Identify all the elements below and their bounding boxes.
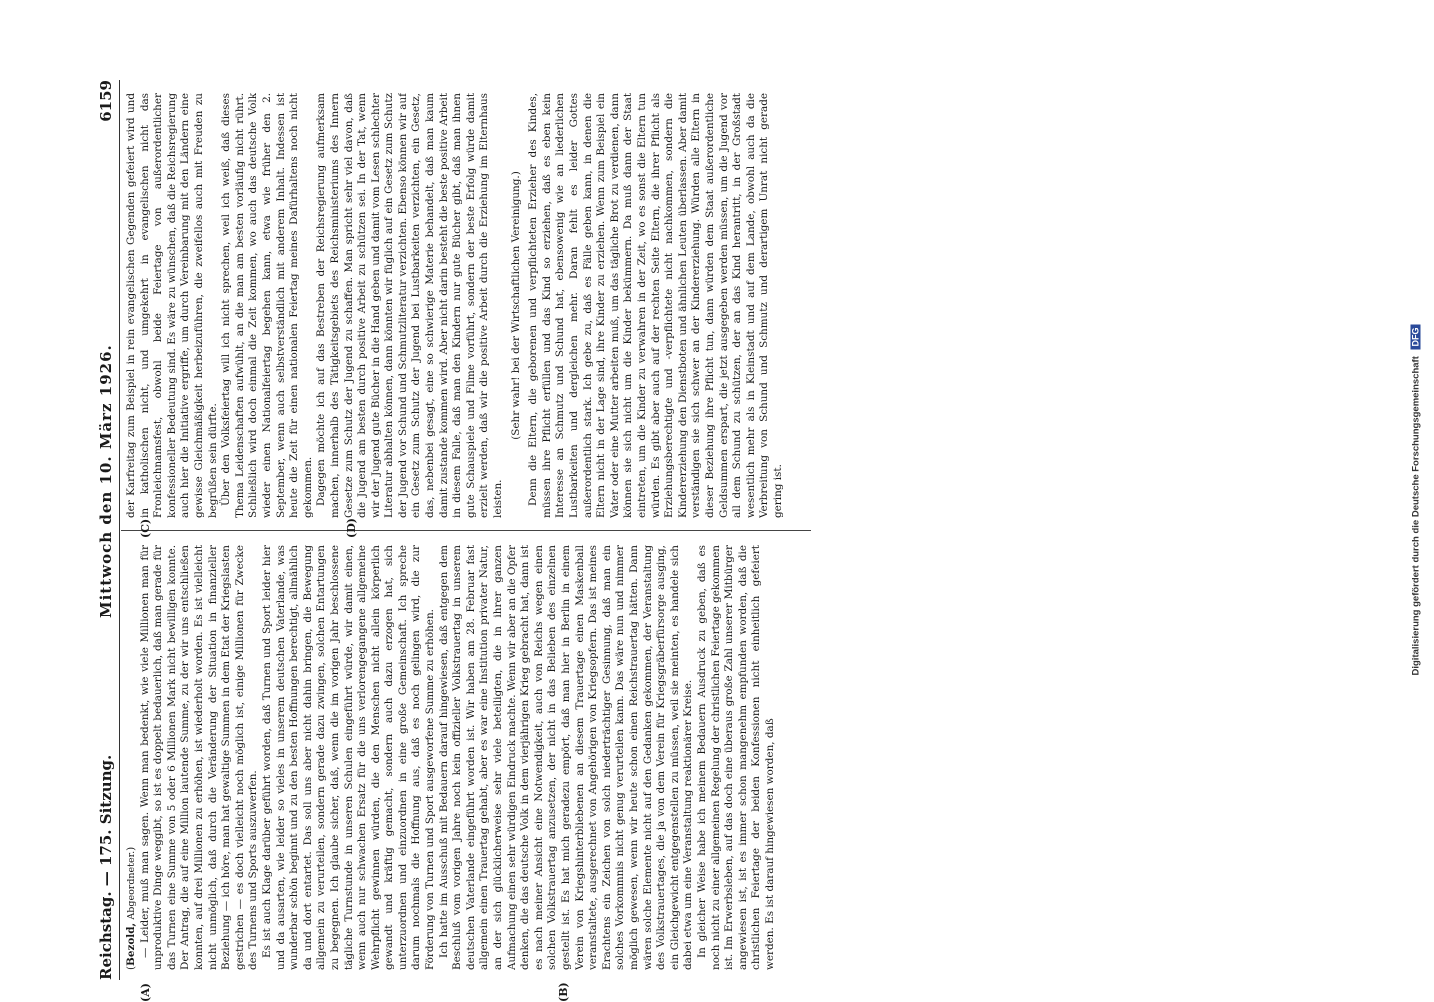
paragraph: der Karfreitag zum Beispiel in rein evangelischen Gegenden gefeiert wird und in katholischen nicht, und umgekehrt in evangelischen nicht das Fronleichnamsfest, obwohl beide Feiertage von außerordentlicher konfessioneller Bedeutung sind. Es wäre zu wünschen, daß die Reichsregierung auch hier die Initiative ergriffe, um durch Vereinbarung mit den Ländern eine gewisse Gleichmäßigkeit herbeizuführen, die zweifellos auch mit Freuden zu begrüßen sein dürfte. <box>125 93 219 518</box>
speaker-line: (Bezold, Abgeordneter.) <box>125 846 137 970</box>
header-left: Reichstag. — 175. Sitzung. <box>97 754 115 980</box>
right-column <box>125 93 815 518</box>
digitization-note <box>1411 325 1422 676</box>
margin-marker-c: (C) <box>139 518 152 538</box>
header-rule <box>119 80 120 980</box>
column-divider <box>121 530 811 531</box>
margin-marker-b: (B) <box>557 982 570 1002</box>
page-number: 6159 <box>97 80 115 122</box>
rotated-page <box>95 80 815 1002</box>
paragraph: In gleicher Weise habe ich meinem Bedauern Ausdruck zu geben, daß es noch nicht zu einer allgemeinen Regelung der christlichen Feiertage gekommen ist. Im Erwerbsleben, auf das doch eine überaus große Zahl unserer Mitbürger angewiesen ist, ist es immer schon mangenehm empfunden worden, daß die christlichen Feiertage der beiden Konfessionen nicht einheitlich gefeiert werden. Es ist darauf hingewiesen worden, daß <box>695 545 776 970</box>
paragraph: Denn die Eltern, die geborenen und verpflichteten Erzieher des Kindes, müssen ihre Pflicht erfüllen und das Kind so erziehen, daß es eben kein Interesse an Schmutz und Schund hat, ebensowenig wie an liederlichen Lustbarkeiten und dergleichen mehr. Daran fehlt es leider Gottes außerordentlich stark. Ich gebe zu, daß es Fälle geben kann, in denen die Eltern nicht in der Lage sind, ihre Kinder zu erziehen. Wenn zum Beispiel ein Vater oder eine Mutter arbeiten muß, um das tägliche Brot zu verdienen, dann können sie sich nicht um die Kinder bekümmern. Da muß dann der Staat eintreten, um die Kinder zu verwahren in der Zeit, wo es sonst die Eltern tun würden. Es gibt aber auch auf der rechten Seite Eltern, die ihrer Pflicht als Erziehungsberechtigte und -verpflichtete nicht nachkommen, sondern die Kindererziehung den Dienstboten und ähnlichen Leuten überlassen. Aber damit verständigen sie sich schwer an der Kindererziehung. Würden alle Eltern in dieser Beziehung ihre Pflicht tun, dann würden dem Staat außerordentliche Geldsummen erspart, die jetzt ausgegeben werden müssen, um die Jugend vor all dem Schund zu schützen, der an das Kind herantritt, in der Großstadt wesentlich mehr als in Kleinstadt und auf dem Lande, obwohl auch da die Verbreitung von Schund und Schmutz und derartigem Unrat nicht gerade gering ist. <box>527 93 784 518</box>
digitization-text: Digitalisierung gefördert durch die Deutsche Forschungsgemeinschaft <box>1410 356 1422 676</box>
speaker-role: Abgeordneter. <box>126 850 137 920</box>
paragraph: Über den Volksfeiertag will ich nicht sprechen, weil ich weiß, daß dieses Thema Leidenschaften aufwühlt, an die man am besten vorläufig nicht rührt. Schließlich wird doch einmal die Zeit kommen, wo auch das deutsche Volk wieder einen Nationalfeiertag begehen kann, etwa wie früher den 2. September, wenn auch selbstverständlich mit anderem Inhalt. Indessen ist heute die Zeit für einen nationalen Feiertag meines Dafürhaltens noch nicht gekommen. <box>220 93 314 518</box>
paragraph: — Leider, muß man sagen. Wenn man bedenkt, wie viele Millionen man für unproduktive Dinge weggibt, so ist es doppelt bedauerlich, daß man gerade für das Turnen eine Summe von 5 oder 6 Millionen Mark nicht bewilligen konnte. Der Antrag, die auf eine Million lautende Summe, zu der wir uns entschließen konnten, auf drei Millionen zu erhöhen, ist wiederholt worden. Es ist vielleicht nicht unmöglich, daß durch die Veränderung der Situation in finanzieller Beziehung — ich höre, man hat gewaltige Summen in dem Etat der Kriegslasten gestrichen — es doch vielleicht noch möglich ist, einige Millionen für Zwecke des Turnens und Sports auszuwerfen. <box>138 545 260 970</box>
paragraph: Dagegen möchte ich auf das Bestreben der Reichsregierung aufmerksam machen, innerhalb des Tätigkeitsgebiets des Reichsministeriums des Innern Gesetze zum Schutz der Jugend zu schaffen. Man spricht sehr viel davon, daß die Jugend am besten durch positive Arbeit zu schützen sei. In der Tat, wenn wir der Jugend gute Bücher in die Hand geben und damit vom Lesen schlechter Literatur abhalten können, dann könnten wir füglich auf ein Gesetz zum Schutz der Jugend vor Schund und Schmutzliteratur verzichten. Ebenso können wir auf ein Gesetz zum Schutz der Jugend bei Lustbarkeiten verzichten, ein Gesetz, das, nebenbei gesagt, eine so schwierige Materie behandelt, daß man kaum damit zustande kommen wird. Aber nicht darin besteht die beste positive Arbeit in diesem Falle, daß man den Kindern nur gute Bücher gibt, daß man ihnen gute Schauspiele und Filme vorführt, sondern der beste Erfolg würde damit erzielt werden, daß wir die positive Arbeit durch die Erziehung im Elternhaus leisten. <box>315 93 505 518</box>
header-date: Mittwoch den 10. März 1926. <box>97 344 115 618</box>
left-column <box>125 545 815 970</box>
speaker-name: Bezold, <box>125 922 137 966</box>
dfg-logo: DFG <box>1411 325 1421 350</box>
margin-marker-a: (A) <box>139 983 152 1002</box>
page-header <box>95 80 119 980</box>
interjection: (Sehr wahr! bei der Wirtschaftlichen Vereinigung.) <box>509 171 522 440</box>
margin-marker-d: (D) <box>345 518 358 538</box>
paragraph: Ich hatte im Ausschuß mit Bedauern darauf hingewiesen, daß entgegen dem Beschluß vom vorigen Jahre noch kein offizieller Volkstrauertag in unserem deutschen Vaterlande eingeführt worden ist. Wir haben am 28. Februar fast allgemein einen Trauertag gehabt, aber es war eine Institution privater Natur, an der sich glücklicherweise sehr viele beteiligten, die in ihrer ganzen Aufmachung einen sehr würdigen Eindruck machte. Wenn wir aber an die Opfer denken, die das deutsche Volk in dem vierjährigen Krieg gebracht hat, dann ist es nach meiner Ansicht eine Notwendigkeit, auch von Reichs wegen einen solchen Volkstrauertag anzusetzen, der nicht in das Belieben des einzelnen gestellt ist. Es hat mich geradezu empört, daß man hier in Berlin in einem Verein von Kriegshinterbliebenen an diesem Trauertage einen Maskenball veranstaltete, ausgerechnet von Angehörigen von Kriegsopfern. Das ist meines Erachtens ein Zeichen von solch niederträchtiger Gesinnung, daß man ein solches Vorkommnis nicht genug verurteilen kann. Das wäre nun und nimmer möglich gewesen, wenn wir heute schon einen Reichstrauertag hätten. Dann wären solche Elemente nicht auf den Gedanken gekommen, der Veranstaltung des Volkstrauertages, die ja von dem Verein für Kriegsgräberfürsorge ausging, ein Gleichgewicht entgegenstellen zu müssen, weil sie meinten, es handele sich dabei etwa um eine Veranstaltung reaktionärer Kreise. <box>437 545 695 970</box>
paragraph: Es ist auch Klage darüber geführt worden, daß Turnen und Sport leider hier und da ausarten, wie leider so vieles in unserem deutschen Vaterlande, was wunderbar schön beginnt und zu den besten Hoffnungen berechtigt, allmählich da und dort entartet. Das soll uns aber nicht dahin bringen, die Bewegung allgemein zu verurteilen, sondern gerade dazu zwingen, solchen Entartungen zu begegnen. Ich glaube sicher, daß, wenn die im vorigen Jahr beschlossene tägliche Turnstunde in unseren Schulen eingeführt würde, wir damit einen, wenn auch nur schwachen Ersatz für die uns verlorengegangene allgemeine Wehrpflicht gewinnen würden, die den Menschen nicht allein körperlich gewandt und kräftig gemacht, sondern auch dazu erzogen hat, sich unterzuordnen und einzuordnen in eine große Gemeinschaft. Ich spreche darum nochmals die Hoffnung aus, daß es noch gelingen wird, die zur Förderung von Turnen und Sport ausgeworfene Summe zu erhöhen. <box>260 545 437 970</box>
